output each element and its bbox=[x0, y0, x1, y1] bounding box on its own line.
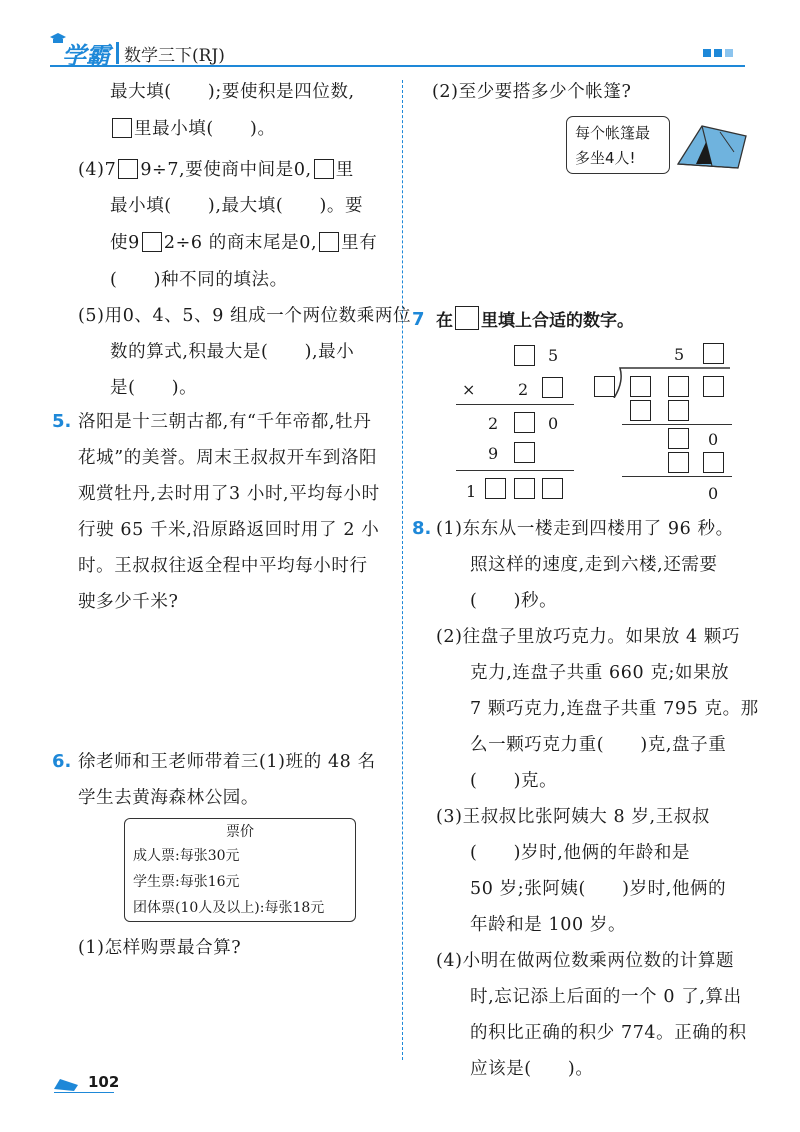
header-rule bbox=[50, 65, 745, 67]
digit: 9 bbox=[488, 444, 499, 463]
digit-box[interactable] bbox=[514, 345, 535, 366]
q4-4-line1: (4)7 9÷7,要使商中间是0, 里 bbox=[78, 160, 354, 180]
q5-line: 时。王叔叔往返全程中平均每小时行 bbox=[78, 556, 368, 576]
price-table bbox=[124, 818, 356, 922]
price-table-title: 票价 bbox=[226, 824, 254, 840]
question-number: 8. bbox=[412, 518, 432, 539]
digit-box[interactable] bbox=[485, 478, 506, 499]
q8-line: 么一颗巧克力重( )克,盘子重 bbox=[470, 735, 727, 755]
q8-line: ( )克。 bbox=[470, 771, 558, 791]
q8-line: (3)王叔叔比张阿姨大 8 岁,王叔叔 bbox=[436, 807, 711, 827]
q8-line: (2)往盘子里放巧克力。如果放 4 颗巧 bbox=[436, 627, 741, 647]
q5-line: 观赏牡丹,去时用了3 小时,平均每小时 bbox=[78, 484, 380, 504]
q8-line: (1)东东从一楼走到四楼用了 96 秒。 bbox=[436, 519, 734, 539]
digit: 0 bbox=[708, 430, 719, 449]
question-number: 7 bbox=[412, 309, 425, 330]
rule bbox=[456, 470, 574, 471]
speech-bubble bbox=[566, 116, 670, 174]
q8-line: 克力,连盘子共重 660 克;如果放 bbox=[470, 663, 730, 683]
digit: 0 bbox=[548, 414, 559, 433]
digit-box[interactable] bbox=[514, 412, 535, 433]
digit-box[interactable] bbox=[630, 400, 651, 421]
q8-line: 照这样的速度,走到六楼,还需要 bbox=[470, 555, 718, 575]
digit: 2 bbox=[518, 380, 529, 399]
q8-line: ( )秒。 bbox=[470, 591, 558, 611]
q8-line: ( )岁时,他俩的年龄和是 bbox=[470, 843, 691, 863]
brand-divider bbox=[116, 42, 119, 64]
q4-4-line2: 最小填( ),最大填( )。要 bbox=[110, 196, 364, 216]
q7-title: 在 里填上合适的数字。 bbox=[436, 306, 634, 331]
question-number: 6. bbox=[52, 751, 72, 772]
q4-5-line3: 是( )。 bbox=[110, 378, 198, 398]
remainder: 0 bbox=[708, 484, 719, 503]
answer-box[interactable] bbox=[118, 159, 138, 179]
digit: 5 bbox=[548, 346, 559, 365]
q5-line: 驶多少千米? bbox=[78, 592, 179, 612]
digit: 1 bbox=[466, 482, 477, 501]
q4-4-line4: ( )种不同的填法。 bbox=[110, 270, 288, 290]
digit-box[interactable] bbox=[703, 376, 724, 397]
q5-line: 洛阳是十三朝古都,有“千年帝都,牡丹 bbox=[78, 412, 372, 432]
answer-box-sample bbox=[455, 306, 479, 330]
q8-line: 的积比正确的积少 774。正确的积 bbox=[470, 1023, 747, 1043]
column-divider bbox=[402, 80, 403, 1060]
q4-5-line1: (5)用0、4、5、9 组成一个两位数乘两位 bbox=[78, 306, 412, 326]
page-header bbox=[0, 0, 800, 70]
answer-box[interactable] bbox=[142, 232, 162, 252]
book-subject: 数学三下(RJ) bbox=[124, 46, 225, 66]
tent-icon bbox=[672, 118, 752, 178]
digit-box[interactable] bbox=[668, 400, 689, 421]
bubble-line: 每个帐篷最 bbox=[575, 124, 651, 142]
question-number: 5. bbox=[52, 411, 72, 432]
digit-box[interactable] bbox=[668, 452, 689, 473]
q4-tail-line2: 里最小填( )。 bbox=[110, 117, 276, 141]
answer-box[interactable] bbox=[112, 118, 132, 138]
bubble-line: 多坐4人! bbox=[575, 149, 636, 167]
answer-box[interactable] bbox=[319, 232, 339, 252]
q8-line: 年龄和是 100 岁。 bbox=[470, 915, 627, 935]
q6-sub1: (1)怎样购票最合算? bbox=[78, 938, 242, 958]
footer-rule bbox=[54, 1092, 114, 1093]
q4-4-line3: 使9 2÷6 的商末尾是0, 里有 bbox=[110, 233, 378, 253]
q4-tail-line1: 最大填( );要使积是四位数, bbox=[110, 82, 355, 102]
q4-5-line2: 数的算式,积最大是( ),最小 bbox=[110, 342, 355, 362]
rule bbox=[622, 476, 732, 477]
page-number: 102 bbox=[88, 1073, 120, 1091]
digit-box[interactable] bbox=[542, 377, 563, 398]
digit-box[interactable] bbox=[668, 376, 689, 397]
quotient-digit: 5 bbox=[674, 345, 685, 364]
rule bbox=[622, 424, 732, 425]
q6-sub2: (2)至少要搭多少个帐篷? bbox=[432, 82, 632, 102]
q8-line: 时,忘记添上后面的一个 0 了,算出 bbox=[470, 987, 742, 1007]
digit-box[interactable] bbox=[703, 343, 724, 364]
digit-box[interactable] bbox=[668, 428, 689, 449]
digit-box[interactable] bbox=[630, 376, 651, 397]
q5-line: 行驶 65 千米,沿原路返回时用了 2 小 bbox=[78, 520, 380, 540]
price-row: 学生票:每张16元 bbox=[133, 874, 240, 890]
rule bbox=[456, 404, 574, 405]
price-row: 成人票:每张30元 bbox=[133, 848, 240, 864]
brand-logo: 学霸 bbox=[62, 42, 110, 70]
digit-box[interactable] bbox=[703, 452, 724, 473]
price-row: 团体票(10人及以上):每张18元 bbox=[133, 900, 325, 916]
q5-line: 花城”的美誉。周末王叔叔开车到洛阳 bbox=[78, 448, 378, 468]
q8-line: 应该是( )。 bbox=[470, 1059, 594, 1079]
digit-box[interactable] bbox=[514, 442, 535, 463]
q8-line: 50 岁;张阿姨( )岁时,他俩的 bbox=[470, 879, 727, 899]
q8-line: 7 颗巧克力,连盘子共重 795 克。那 bbox=[470, 699, 759, 719]
q6-line: 学生去黄海森林公园。 bbox=[78, 788, 259, 808]
digit: 2 bbox=[488, 414, 499, 433]
q8-line: (4)小明在做两位数乘两位数的计算题 bbox=[436, 951, 735, 971]
operator: × bbox=[462, 380, 476, 399]
answer-box[interactable] bbox=[314, 159, 334, 179]
q6-line: 徐老师和王老师带着三(1)班的 48 名 bbox=[78, 752, 376, 772]
digit-box[interactable] bbox=[514, 478, 535, 499]
digit-box[interactable] bbox=[542, 478, 563, 499]
